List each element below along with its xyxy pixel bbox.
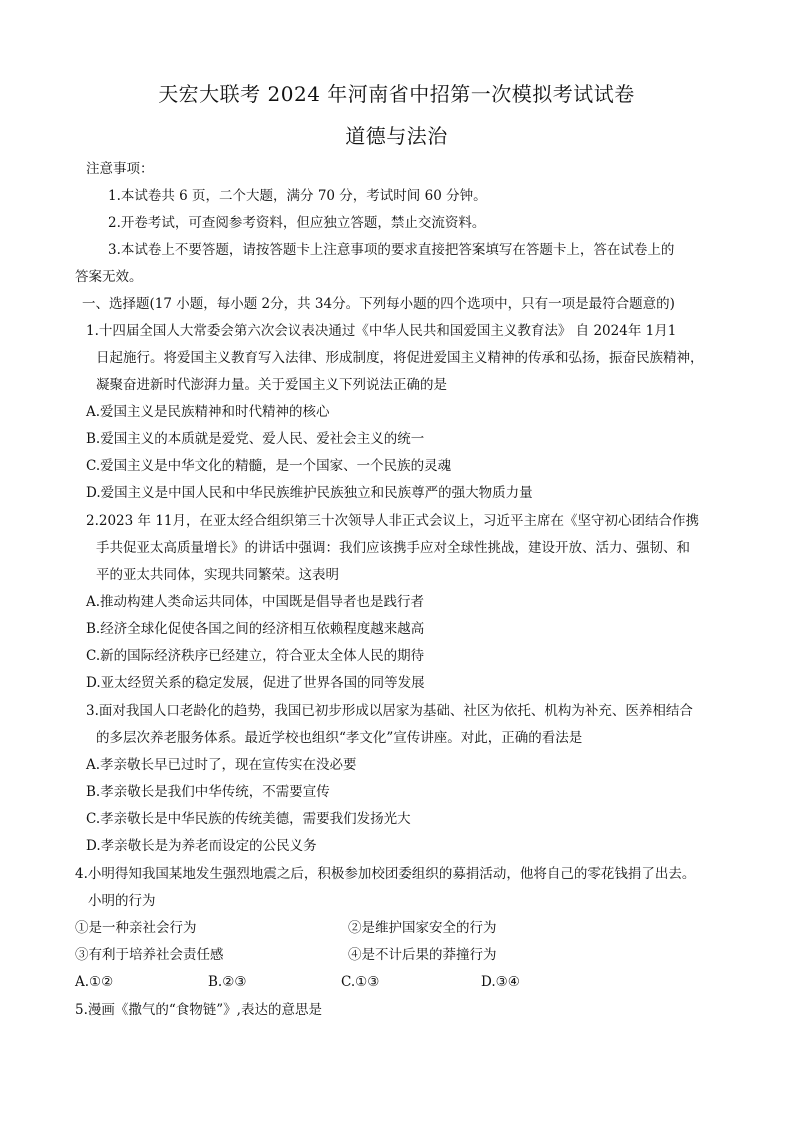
question-3-option-d: D.孝亲敬长是为养老而设定的公民义务 [86,838,317,854]
subject-title: 道德与法治 [345,124,448,148]
question-4-stem: 4.小明得知我国某地发生强烈地震之后，积极参加校团委组织的募捐活动，他将自己的零花钱捐了出去。 [75,866,696,882]
question-2-option-b: B.经济全球化促使各国之间的经济相互依赖程度越来越高 [86,621,425,637]
notice-item-3-cont: 答案无效。 [75,269,143,285]
question-4-statement-4: ④是不计后果的莽撞行为 [348,947,497,963]
question-4-option-b: B.②③ [208,974,247,990]
question-4-statement-2: ②是维护国家安全的行为 [348,920,497,936]
notice-item-1: 1.本试卷共 6 页，二个大题，满分 70 分，考试时间 60 分钟。 [108,188,487,204]
question-1-option-c: C.爱国主义是中华文化的精髓，是一个国家、一个民族的灵魂 [86,458,452,474]
question-2-stem-cont: 平的亚太共同体，实现共同繁荣。这表明 [96,567,339,583]
section-heading: 一、选择题(17 小题，每小题 2分，共 34分。下列每小题的四个选项中，只有一项是最符合题意的) [82,296,675,312]
question-1-option-d: D.爱国主义是中国人民和中华民族维护民族独立和民族尊严的强大物质力量 [86,485,533,501]
question-2-stem: 2.2023 年 11月，在亚太经合组织第三十次领导人非正式会议上，习近平主席在《坚守初心团结合作携 [86,513,699,529]
question-3-option-a: A.孝亲敬长早已过时了，现在宣传实在没必要 [86,757,357,773]
question-1-option-b: B.爱国主义的本质就是爱党、爱人民、爱社会主义的统一 [86,431,425,447]
question-3-stem: 3.面对我国人口老龄化的趋势，我国已初步形成以居家为基础、社区为依托、机构为补充、医养相结合 [86,703,693,719]
question-4-option-d: D.③④ [481,974,520,990]
question-3-stem-cont: 的多层次养老服务体系。最近学校也组织“孝文化”宣传讲座。对此，正确的看法是 [96,730,583,746]
question-2-option-d: D.亚太经贸关系的稳定发展，促进了世界各国的同等发展 [86,675,425,691]
question-1-stem-cont: 凝聚奋进新时代澎湃力量。关于爱国主义下列说法正确的是 [96,377,447,393]
question-1-option-a: A.爱国主义是民族精神和时代精神的核心 [86,404,330,420]
question-5-stem: 5.漫画《撒气的“食物链”》,表达的意思是 [75,1002,322,1018]
question-4-stem-cont: 小明的行为 [88,893,156,909]
question-2-option-c: C.新的国际经济秩序已经建立，符合亚太全体人民的期待 [86,648,425,664]
notice-heading: 注意事项： [86,161,154,177]
notice-item-2: 2.开卷考试，可查阅参考资料，但应独立答题，禁止交流资料。 [108,215,486,231]
question-1-stem-cont: 日起施行。将爱国主义教育写入法律、形成制度，将促进爱国主义精神的传承和弘扬，振奋民族精神， [96,350,704,366]
question-2-stem-cont: 手共促亚太高质量增长》的讲话中强调：我们应该携手应对全球性挑战，建设开放、活力、强韧、和 [96,540,690,556]
question-3-option-c: C.孝亲敬长是中华民族的传统美德，需要我们发扬光大 [86,811,411,827]
question-2-option-a: A.推动构建人类命运共同体，中国既是倡导者也是践行者 [86,594,425,610]
question-4-option-c: C.①③ [341,974,380,990]
question-3-option-b: B.孝亲敬长是我们中华传统，不需要宣传 [86,784,330,800]
question-1-stem: 1.十四届全国人大常委会第六次会议表决通过《中华人民共和国爱国主义教育法》 自 2024年 1月1 [86,323,677,339]
question-4-statement-3: ③有利于培养社会责任感 [75,947,224,963]
question-4-statement-1: ①是一种亲社会行为 [75,920,197,936]
notice-item-3: 3.本试卷上不要答题，请按答题卡上注意事项的要求直接把答案填写在答题卡上，答在试卷上的 [108,242,675,258]
question-4-option-a: A.①② [75,974,114,990]
exam-title: 天宏大联考 2024 年河南省中招第一次模拟考试试卷 [158,82,635,106]
